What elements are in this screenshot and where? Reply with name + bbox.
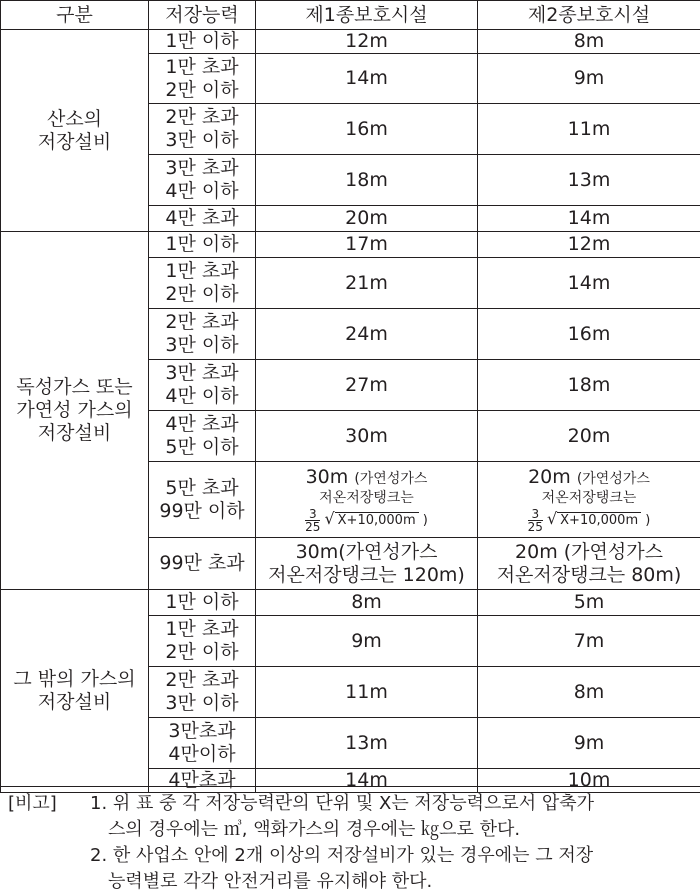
capacity-cell: 1만 초과 2만 이하 (149, 258, 256, 309)
second-class-distance: 16m (478, 309, 700, 360)
capacity-cell: 1만 이하 (149, 30, 256, 54)
second-class-distance-formula (478, 462, 700, 538)
second-class-distance: 20m (478, 411, 700, 462)
capacity-cell: 1만 초과 2만 이하 (149, 616, 256, 667)
capacity-cell: 99만 초과 (149, 538, 256, 590)
remark-1-line-1: 1. 위 표 중 각 저장능력란의 단위 및 X는 저장능력으로서 압축가 (90, 791, 594, 817)
fraction-denominator: 25 (305, 521, 320, 533)
capacity-cell: 1만 이하 (149, 590, 256, 616)
capacity-cell: 3만 초과 4만 이하 (149, 360, 256, 411)
capacity-cell: 4만 초과 (149, 206, 256, 232)
capacity-cell: 1만 이하 (149, 232, 256, 258)
formula-distance: 20m (528, 466, 571, 488)
category-other-gas: 그 밖의 가스의 저장설비 (1, 590, 149, 793)
fraction-denominator: 25 (528, 521, 543, 533)
formula-note: (가연성가스 (577, 471, 650, 487)
first-class-distance: 24m (256, 309, 478, 360)
first-class-distance: 30m (256, 411, 478, 462)
capacity-cell: 2만 초과 3만 이하 (149, 309, 256, 360)
capacity-cell: 3만초과 4만이하 (149, 718, 256, 769)
formula-note-line2: 저온저장탱크는 (256, 490, 477, 506)
second-class-distance: 14m (478, 258, 700, 309)
second-class-distance: 9m (478, 54, 700, 104)
second-class-distance: 20m (가연성가스 저온저장탱크는 80m) (478, 538, 700, 590)
formula-note: (가연성가스 (354, 471, 427, 487)
category-oxygen: 산소의 저장설비 (1, 30, 149, 232)
second-class-distance: 14m (478, 206, 700, 232)
first-class-distance: 21m (256, 258, 478, 309)
capacity-cell: 2만 초과 3만 이하 (149, 104, 256, 155)
first-class-distance-formula (256, 462, 478, 538)
table-row (1, 232, 700, 258)
formula-note-line2: 저온저장탱크는 (478, 490, 700, 506)
radicand: X+10,000m (557, 512, 641, 528)
table-row (1, 590, 700, 616)
second-class-distance: 7m (478, 616, 700, 667)
header-second-class: 제2종보호시설 (478, 1, 700, 30)
category-toxic-flammable: 독성가스 또는 가연성 가스의 저장설비 (1, 232, 149, 590)
capacity-cell: 5만 초과 99만 이하 (149, 462, 256, 538)
second-class-distance: 5m (478, 590, 700, 616)
first-class-distance: 11m (256, 667, 478, 718)
first-class-distance: 9m (256, 616, 478, 667)
remarks-section (0, 786, 700, 896)
capacity-cell: 4만 초과 5만 이하 (149, 411, 256, 462)
sqrt-icon: √ (547, 509, 557, 528)
second-class-distance: 10m (478, 769, 700, 793)
second-class-distance: 8m (478, 30, 700, 54)
formula-close: ) (423, 513, 428, 528)
capacity-cell: 2만 초과 3만 이하 (149, 667, 256, 718)
radicand: X+10,000m (335, 512, 419, 528)
remark-2-line-1: 2. 한 사업소 안에 2개 이상의 저장설비가 있는 경우에는 그 저장 (90, 843, 593, 869)
first-class-distance: 30m(가연성가스 저온저장탱크는 120m) (256, 538, 478, 590)
first-class-distance: 8m (256, 590, 478, 616)
first-class-distance: 16m (256, 104, 478, 155)
second-class-distance: 11m (478, 104, 700, 155)
second-class-distance: 9m (478, 718, 700, 769)
formula-close: ) (645, 513, 650, 528)
capacity-cell: 3만 초과 4만 이하 (149, 155, 256, 206)
sqrt-formula (305, 508, 428, 533)
sqrt-formula (528, 508, 651, 533)
header-capacity: 저장능력 (149, 1, 256, 30)
fraction (305, 508, 320, 533)
second-class-distance: 12m (478, 232, 700, 258)
first-class-distance: 13m (256, 718, 478, 769)
table-row (1, 30, 700, 54)
sqrt-icon: √ (324, 509, 334, 528)
header-first-class: 제1종보호시설 (256, 1, 478, 30)
first-class-distance: 12m (256, 30, 478, 54)
capacity-cell: 1만 초과 2만 이하 (149, 54, 256, 104)
second-class-distance: 18m (478, 360, 700, 411)
second-class-distance: 13m (478, 155, 700, 206)
formula-distance: 30m (306, 466, 349, 488)
first-class-distance: 18m (256, 155, 478, 206)
first-class-distance: 20m (256, 206, 478, 232)
remarks-label: [비고] (8, 791, 57, 817)
remark-2-line-2: 능력별로 각각 안전거리를 유지해야 한다. (108, 869, 432, 895)
first-class-distance: 14m (256, 54, 478, 104)
fraction (528, 508, 543, 533)
fraction-numerator: 3 (528, 508, 543, 521)
fraction-numerator: 3 (305, 508, 320, 521)
second-class-distance: 8m (478, 667, 700, 718)
first-class-distance: 27m (256, 360, 478, 411)
header-category: 구분 (1, 1, 149, 30)
remark-1-line-2: 스의 경우에는 ㎥, 액화가스의 경우에는 ㎏으로 한다. (108, 817, 520, 843)
first-class-distance: 17m (256, 232, 478, 258)
first-class-distance: 14m (256, 769, 478, 793)
capacity-cell: 4만초과 (149, 769, 256, 793)
table-header-row (1, 1, 700, 30)
